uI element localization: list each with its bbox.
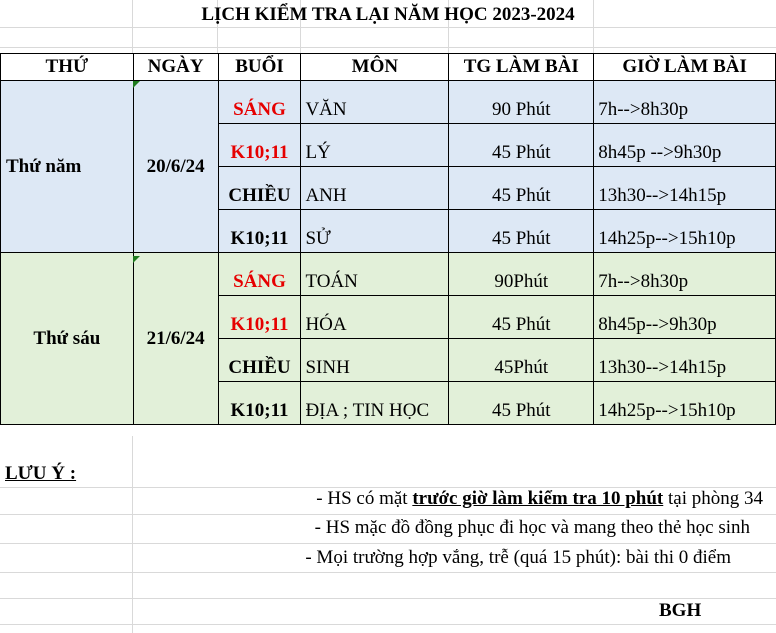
header-mon: MÔN: [301, 54, 449, 81]
duration-cell: 45 Phút: [449, 210, 594, 253]
session-cell: SÁNG: [218, 253, 301, 296]
duration-cell: 45 Phút: [449, 296, 594, 339]
time-cell: 13h30-->14h15p: [594, 339, 776, 382]
time-cell: 14h25p-->15h10p: [594, 210, 776, 253]
subject-cell: VĂN: [301, 81, 449, 124]
day-cell: Thứ sáu: [1, 253, 134, 425]
duration-cell: 90 Phút: [449, 81, 594, 124]
time-cell: 13h30-->14h15p: [594, 167, 776, 210]
table-row: [1, 253, 776, 296]
duration-cell: 90Phút: [449, 253, 594, 296]
session-cell: SÁNG: [218, 81, 301, 124]
subject-cell: LÝ: [301, 124, 449, 167]
table-row: [1, 81, 776, 124]
note-line-1-emphasis: trước giờ làm kiểm tra 10 phút: [412, 488, 664, 509]
header-tg: TG LÀM BÀI: [449, 54, 594, 81]
header-gio: GIỜ LÀM BÀI: [594, 54, 776, 81]
session-cell: CHIỀU: [218, 339, 301, 382]
signature: BGH: [659, 600, 702, 621]
cell-comment-marker: [133, 81, 140, 88]
duration-cell: 45 Phút: [449, 382, 594, 425]
session-cell: K10;11: [218, 124, 301, 167]
subject-cell: SINH: [301, 339, 449, 382]
cell-comment-marker: [133, 256, 140, 263]
duration-cell: 45Phút: [449, 339, 594, 382]
subject-cell: HÓA: [301, 296, 449, 339]
note-line-1-suffix: tại phòng 34: [663, 488, 763, 509]
header-buoi: BUỔI: [218, 54, 301, 81]
time-cell: 14h25p-->15h10p: [594, 382, 776, 425]
note-line-1-prefix: - HS có mặt: [316, 488, 413, 509]
page-title: LỊCH KIỂM TRA LẠI NĂM HỌC 2023-2024: [201, 4, 575, 25]
day-cell: Thứ năm: [1, 81, 134, 253]
date-cell: 20/6/24: [133, 81, 218, 253]
date-cell: 21/6/24: [133, 253, 218, 425]
header-row: [1, 54, 776, 81]
subject-cell: ANH: [301, 167, 449, 210]
note-line-2: - HS mặc đồ đồng phục đi học và mang theo thẻ học sinh: [314, 517, 750, 538]
note-line-1: [316, 487, 763, 511]
session-cell: CHIỀU: [218, 167, 301, 210]
header-thu: THỨ: [1, 54, 134, 81]
subject-cell: ĐỊA ; TIN HỌC: [301, 382, 449, 425]
notes-title: LƯU Ý :: [5, 463, 77, 484]
note-line-3: - Mọi trường hợp vắng, trễ (quá 15 phút): bài thi 0 điểm: [305, 547, 731, 568]
session-cell: K10;11: [218, 210, 301, 253]
time-cell: 7h-->8h30p: [594, 81, 776, 124]
subject-cell: SỬ: [301, 210, 449, 253]
session-cell: K10;11: [218, 296, 301, 339]
subject-cell: TOÁN: [301, 253, 449, 296]
duration-cell: 45 Phút: [449, 167, 594, 210]
session-cell: K10;11: [218, 382, 301, 425]
time-cell: 8h45p -->9h30p: [594, 124, 776, 167]
schedule-table: [0, 53, 776, 425]
header-ngay: NGÀY: [133, 54, 218, 81]
time-cell: 7h-->8h30p: [594, 253, 776, 296]
duration-cell: 45 Phút: [449, 124, 594, 167]
time-cell: 8h45p-->9h30p: [594, 296, 776, 339]
